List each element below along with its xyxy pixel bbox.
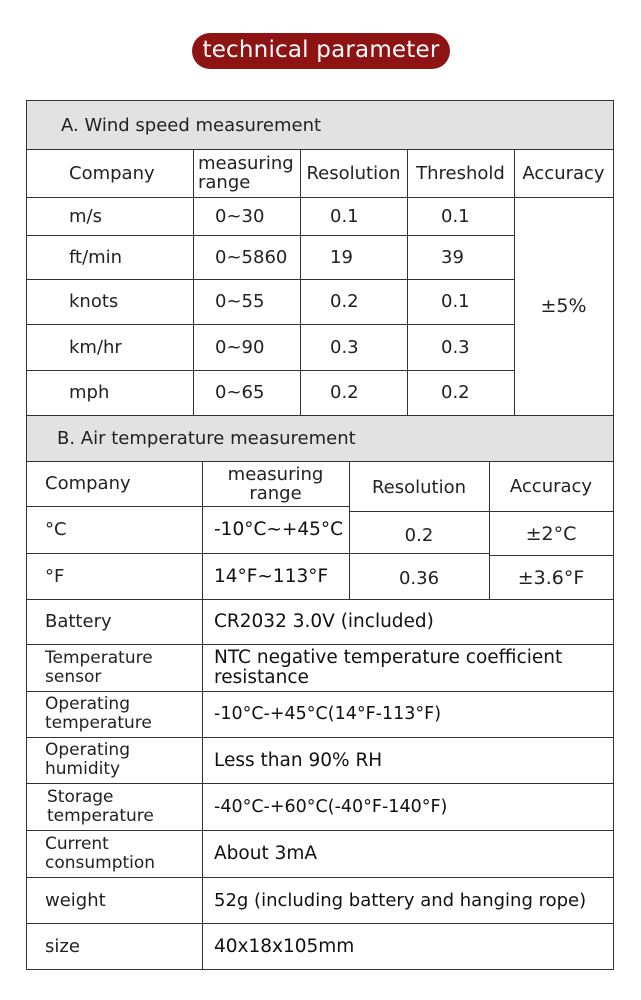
page-title: technical parameter: [192, 33, 450, 69]
air-section-title: B. Air temperature measurement: [57, 427, 356, 449]
grid-line: [300, 149, 301, 415]
wind-row-resolution: 0.2: [330, 291, 359, 312]
spec-label-operating-temperature: Operating temperature: [45, 694, 152, 733]
grid-line: [27, 197, 613, 198]
spec-value-storage-temperature: -40°C-+60°C(-40°F-140°F): [214, 796, 448, 817]
wind-row-threshold: 0.2: [441, 382, 470, 403]
wind-header-range: measuring range: [198, 153, 294, 193]
air-row-accuracy: ±3.6°F: [517, 567, 585, 589]
spec-value-current-consumption: About 3mA: [214, 843, 318, 864]
wind-row-unit: m/s: [69, 205, 102, 227]
air-row-resolution: 0.36: [398, 567, 440, 589]
wind-row-resolution: 0.1: [330, 205, 359, 227]
grid-line: [27, 783, 613, 784]
spec-value-battery: CR2032 3.0V (included): [214, 611, 434, 632]
grid-line: [27, 830, 613, 831]
wind-row-range: 0~90: [215, 336, 265, 358]
wind-header-resolution: Resolution: [306, 162, 401, 184]
wind-row-resolution: 0.3: [330, 336, 359, 358]
grid-line: [193, 149, 194, 415]
wind-row-unit: ft/min: [69, 246, 123, 268]
grid-line: [27, 149, 613, 150]
spec-label-current-consumption: Current consumption: [45, 833, 156, 873]
grid-line: [27, 279, 514, 280]
spec-label-storage-temperature: Storage temperature: [47, 786, 154, 826]
air-header-resolution: Resolution: [371, 476, 467, 498]
grid-line: [27, 923, 613, 924]
wind-row-threshold: 0.1: [441, 205, 470, 227]
wind-accuracy-value: ±5%: [540, 295, 587, 317]
wind-row-resolution: 0.2: [330, 382, 359, 403]
grid-line: [27, 324, 514, 325]
wind-section-header: [27, 101, 613, 149]
air-row-range: 14°F~113°F: [214, 565, 329, 587]
wind-row-threshold: 0.1: [441, 291, 470, 312]
spec-value-operating-humidity: Less than 90% RH: [214, 749, 383, 771]
wind-header-accuracy: Accuracy: [522, 162, 605, 184]
wind-row-range: 0~55: [215, 291, 265, 312]
grid-line: [27, 415, 613, 416]
grid-line: [349, 461, 350, 599]
spec-table: [26, 100, 614, 970]
air-header-range: measuring range: [227, 463, 324, 504]
spec-label-size: size: [45, 935, 80, 957]
spec-label-weight: weight: [45, 889, 106, 911]
grid-line: [27, 877, 613, 878]
grid-line: [202, 461, 203, 969]
grid-line: [407, 149, 408, 415]
wind-row-unit: mph: [69, 382, 110, 403]
grid-line: [27, 370, 514, 371]
spec-label-battery: Battery: [45, 611, 112, 632]
spec-label-temperature-sensor: Temperature sensor: [45, 647, 153, 687]
wind-row-range: 0~30: [215, 205, 265, 227]
wind-row-range: 0~65: [215, 382, 265, 403]
grid-line: [27, 553, 489, 554]
wind-row-resolution: 19: [330, 246, 353, 268]
wind-header-company: Company: [69, 162, 155, 184]
grid-line: [349, 511, 613, 512]
grid-line: [27, 691, 613, 692]
wind-row-threshold: 0.3: [441, 336, 470, 358]
air-row-range: -10°C~+45°C: [214, 519, 344, 540]
air-row-accuracy: ±2°C: [525, 523, 577, 545]
grid-line: [489, 555, 613, 556]
wind-row-threshold: 39: [441, 246, 464, 268]
grid-line: [489, 461, 490, 599]
air-row-unit: °C: [45, 519, 67, 540]
grid-line: [27, 461, 613, 462]
grid-line: [27, 644, 613, 645]
wind-section-title: A. Wind speed measurement: [61, 114, 322, 136]
spec-value-size: 40x18x105mm: [214, 935, 355, 957]
grid-line: [27, 737, 613, 738]
grid-line: [514, 149, 515, 415]
wind-row-range: 0~5860: [215, 246, 288, 268]
wind-header-threshold: Threshold: [416, 162, 505, 184]
air-section-header: [27, 415, 613, 461]
air-header-accuracy: Accuracy: [509, 475, 593, 497]
air-row-resolution: 0.2: [404, 524, 434, 546]
spec-label-operating-humidity: Operating humidity: [45, 740, 130, 779]
air-row-unit: °F: [45, 565, 65, 587]
spec-value-weight: 52g (including battery and hanging rope): [214, 889, 587, 911]
wind-row-unit: km/hr: [69, 336, 122, 358]
spec-value-temperature-sensor: NTC negative temperature coefficient resistance: [214, 646, 563, 688]
air-header-company: Company: [45, 473, 131, 494]
spec-value-operating-temperature: -10°C-+45°C(14°F-113°F): [214, 704, 442, 724]
wind-row-unit: knots: [69, 291, 119, 312]
grid-line: [27, 599, 613, 600]
grid-line: [27, 506, 349, 507]
grid-line: [27, 235, 514, 236]
